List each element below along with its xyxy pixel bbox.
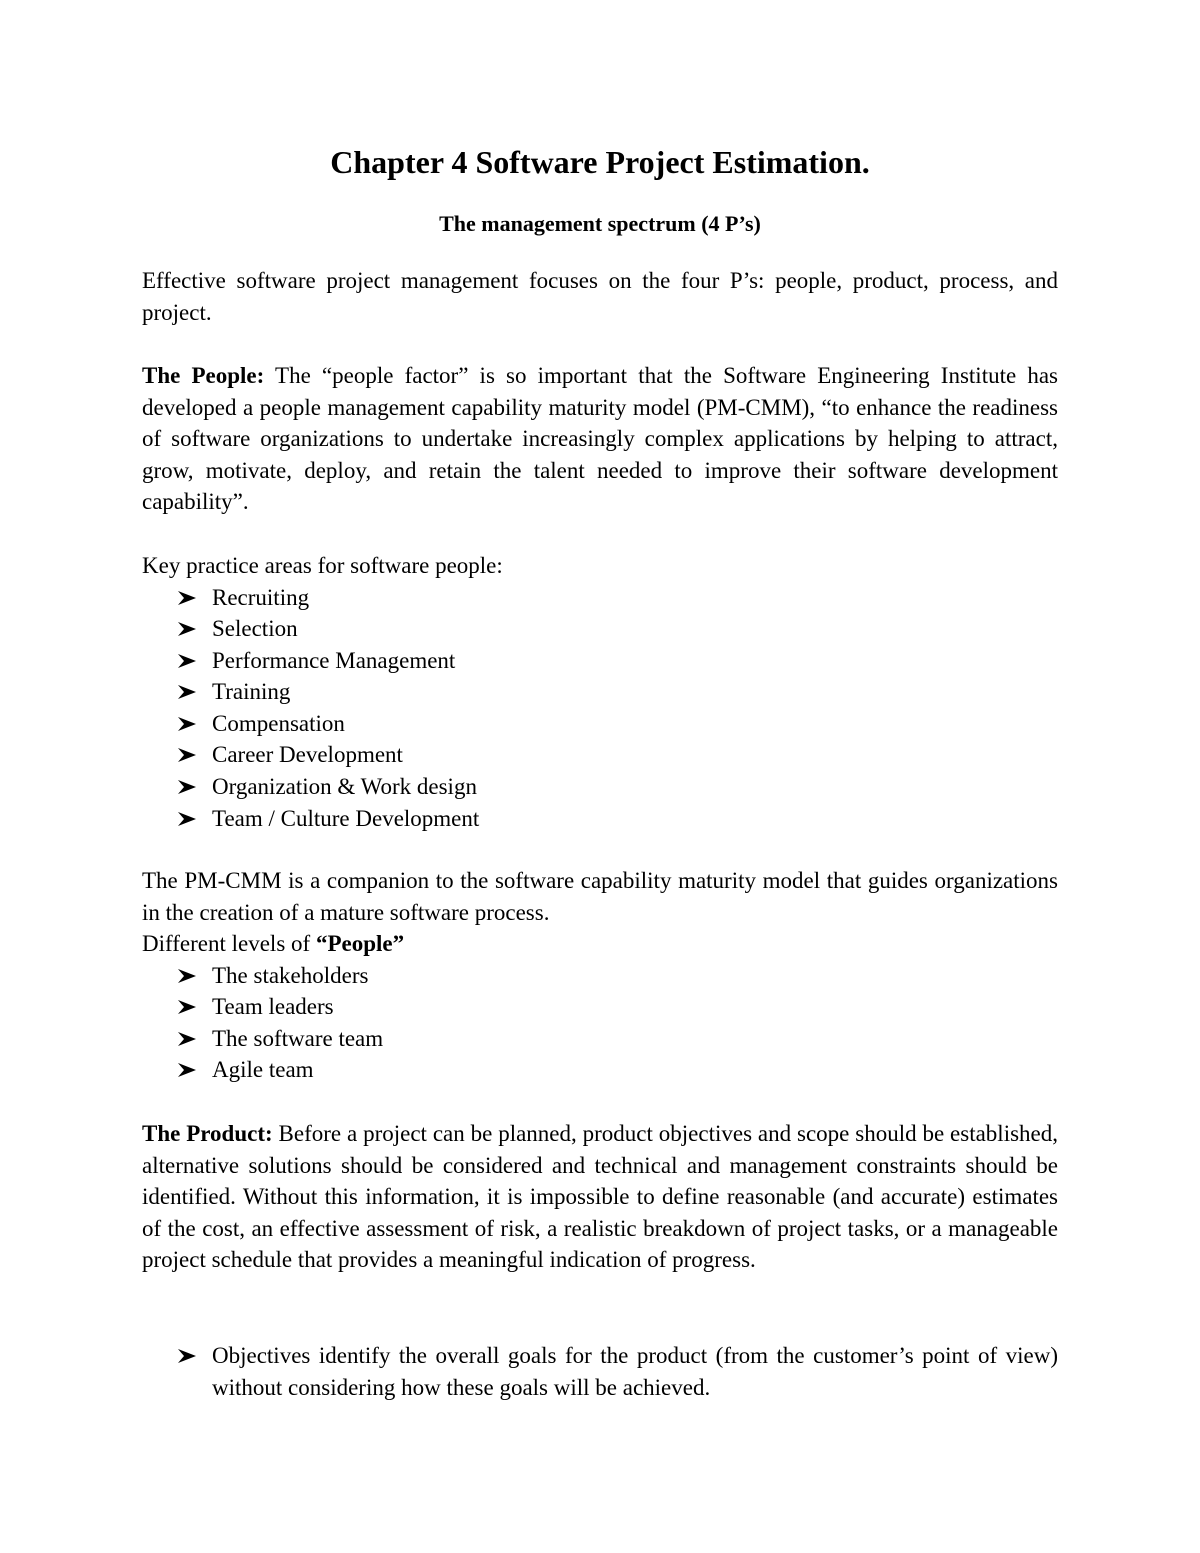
list-item-text: Performance Management [212,647,456,673]
section-subtitle: The management spectrum (4 P’s) [439,211,761,236]
people-paragraph [142,360,1058,518]
list-item-text: Organization & Work design [212,774,477,800]
people-text: The “people factor” is so important that the Software Engineering Institute has developed a people management capability maturity model (PM-CMM), “to enhance the readiness of software organizations to undertake increasingly complex applications by helping to attract, grow, motivate, deploy, and retain the talent needed to improve their software development capability”. [142,363,1058,514]
list-item [142,739,1058,771]
pmcmm-block [142,865,1058,1086]
arrow-bullet-icon [178,803,200,835]
list-item [142,960,1058,992]
list-item [142,582,1058,614]
arrow-bullet-icon [178,1054,200,1086]
list-item [142,803,1058,835]
list-item-text: Agile team [212,1057,314,1083]
arrow-bullet-icon [178,739,200,771]
arrow-bullet-icon [178,613,200,645]
arrow-bullet-icon [178,1340,200,1372]
pmcmm-paragraph: The PM-CMM is a companion to the software capability maturity model that guides organizations in the creation of a mature software process. [142,868,1058,925]
list-item [142,771,1058,803]
list-item-text: The software team [212,1025,384,1051]
people-levels-list [142,960,1058,1086]
list-item [142,613,1058,645]
people-label: The People: [142,363,265,388]
arrow-bullet-icon [178,582,200,614]
list-item [142,1023,1058,1055]
arrow-bullet-icon [178,1023,200,1055]
arrow-bullet-icon [178,708,200,740]
list-item-text: Compensation [212,710,345,736]
key-areas-block [142,550,1058,834]
page-title: Chapter 4 Software Project Estimation. [330,144,870,180]
intro-paragraph: Effective software project management focuses on the four P’s: people, product, process, and project. [142,268,1058,325]
levels-heading-prefix: Different levels of [142,931,316,956]
list-item [142,676,1058,708]
product-paragraph [142,1118,1058,1276]
people-paragraph-block [142,360,1058,518]
key-areas-list [142,582,1058,835]
list-item [142,991,1058,1023]
list-item-text: Recruiting [212,584,310,610]
list-item-text: The stakeholders [212,962,369,988]
product-bullets-block [142,1340,1058,1403]
arrow-bullet-icon [178,645,200,677]
arrow-bullet-icon [178,771,200,803]
levels-heading-label: “People” [315,931,405,956]
arrow-bullet-icon [178,960,200,992]
arrow-bullet-icon [178,676,200,708]
levels-heading [142,928,1058,960]
list-item [142,1340,1058,1403]
list-item [142,708,1058,740]
intro-paragraph-block [142,265,1058,328]
list-item-text: Objectives identify the overall goals for the product (from the customer’s point of view) without considering how these goals will be achieved. [212,1343,1058,1400]
list-item-text: Team / Culture Development [212,805,480,831]
list-item-text: Career Development [212,742,403,768]
list-item [142,645,1058,677]
list-item-text: Selection [212,616,298,642]
list-item-text: Team leaders [212,994,334,1020]
product-bullets-list [142,1340,1058,1403]
list-item [142,1054,1058,1086]
product-text: Before a project can be planned, product objectives and scope should be established, alternative solutions should be considered and technical and management constraints should be identified. Without this information, it is impossible to define reasonable (and accurate) estimates of the cost, an effective assessment of risk, a realistic breakdown of project tasks, or a manageable project schedule that provides a meaningful indication of progress. [142,1121,1058,1272]
product-label: The Product: [142,1121,273,1146]
key-areas-heading: Key practice areas for software people: [142,553,503,578]
product-paragraph-block [142,1118,1058,1276]
arrow-bullet-icon [178,991,200,1023]
list-item-text: Training [212,679,291,705]
